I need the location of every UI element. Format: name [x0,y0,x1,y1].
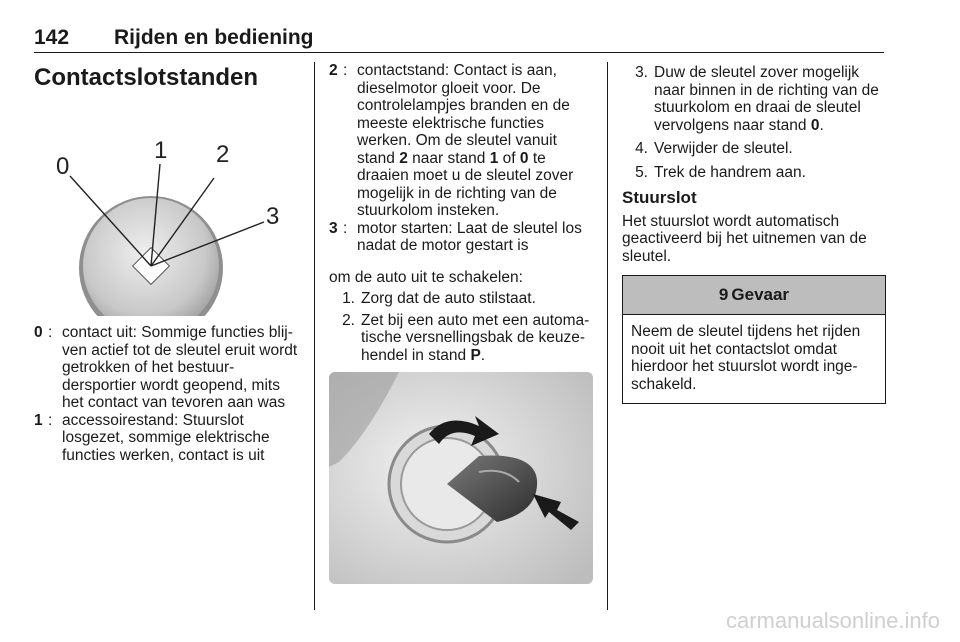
step-number: 4. [635,140,648,157]
warning-title: Gevaar [731,285,790,305]
step-text: Trek de handrem aan. [654,163,806,181]
definition-separator: : [343,62,348,79]
text-part: te draaien moet u de sleutel zover mogelijk in de richting van de stuurkolom insteken. [357,149,574,219]
definition-key: 1 [34,411,43,429]
step-text [361,312,593,365]
definition-item [34,324,302,412]
definition-item [329,62,593,220]
column-divider [607,62,608,610]
definition-item [34,412,302,465]
key-insertion-figure [329,372,593,584]
gear-ref: P [470,346,481,364]
step-number: 2. [342,311,355,329]
position-ref: 0 [810,116,820,134]
text-part: of [498,149,520,167]
page-number: 142 [34,26,70,49]
figure-label-1: 1 [154,137,168,164]
definition-separator: : [48,324,53,341]
definition-key: 3 [329,219,338,237]
definition-item [329,220,593,255]
text-part: naar stand [407,149,490,167]
text-part: contactstand: Contact is aan, dieselmotor gloeit voor. De controlelampjes branden en de meeste elektrische functies werken. Om de sleutel vanuit stand [357,62,570,167]
ignition-positions-figure [34,96,302,316]
step-number: 3. [635,64,648,81]
step-number: 1. [342,290,355,307]
warning-header [623,276,885,315]
step-number: 5. [635,163,648,181]
definition-text [357,62,593,220]
position-ref: 0 [519,149,529,167]
definition-text: contact uit: Sommige functies blij-ven actief tot de sleutel eruit wordt getrokken of het bestuur-dersportier wordt geopend, mits het contact van tevoren aan was [62,324,298,411]
list-item [622,164,886,182]
step-text: Zorg dat de auto stilstaat. [361,290,536,307]
warning-icon: 9 [718,285,729,305]
definition-separator: : [48,411,53,429]
paragraph: Het stuurslot wordt automatisch geactiveerd bij het uitnemen van de sleutel. [622,212,867,265]
ignition-lock-illustration [34,96,302,316]
step-text: Verwijder de sleutel. [654,140,793,157]
steps-list [622,64,886,181]
paragraph: om de auto uit te schakelen: [329,268,523,286]
warning-box [622,275,886,404]
text-part: Duw de sleutel zover mogelijk naar binnen in de richting van de stuurkolom en draai de sleutel vervolgens naar stand [654,64,879,134]
list-item [329,312,593,365]
section-title: Contactslotstanden [34,64,259,91]
definition-text: motor starten: Laat de sleutel los nadat de motor gestart is [357,219,582,254]
column-divider [314,62,315,610]
list-item [622,140,886,158]
middle-column [329,62,593,584]
position-ref: 1 [489,149,499,167]
figure-label-3: 3 [266,203,280,230]
definition-key: 2 [329,62,338,79]
definition-text: accessoirestand: Stuurslot losgezet, sommige elektrische functies werken, contact is uit [62,411,270,464]
text-part: Zet bij een auto met een automa-tische versnellingsbak de keuze-hendel in stand [361,311,590,364]
list-item [329,290,593,308]
steps-list [329,290,593,364]
definition-separator: : [343,219,348,237]
figure-label-2: 2 [216,141,230,168]
page-heading: Rijden en bediening [114,26,314,49]
watermark: carmanualsonline.info [725,608,940,633]
definition-key: 0 [34,324,43,341]
step-text [654,64,886,134]
page-header [34,26,884,53]
key-in-lock-photo [329,372,593,584]
list-item [622,64,886,134]
subsection-title: Stuurslot [622,188,697,207]
left-column [34,62,302,464]
warning-body: Neem de sleutel tijdens het rijden nooit uit het contactslot omdat hierdoor het stuurslot wordt inge-schakeld. [631,323,861,393]
text-part: . [819,116,824,134]
position-ref: 2 [399,149,408,167]
figure-label-0: 0 [56,153,70,180]
right-column [622,62,886,404]
text-part: . [480,346,486,364]
